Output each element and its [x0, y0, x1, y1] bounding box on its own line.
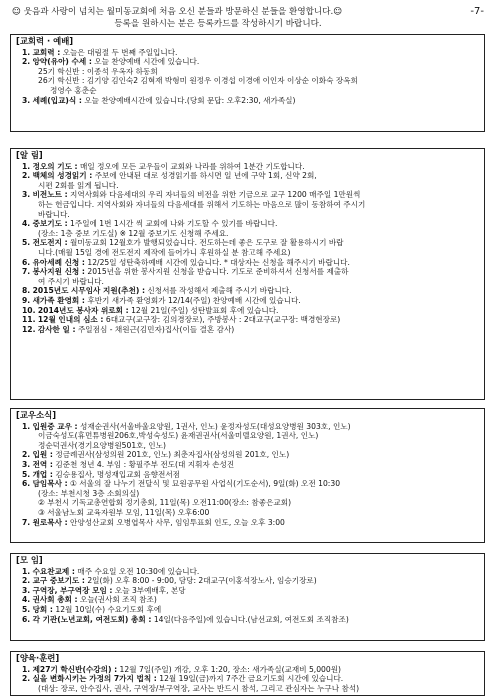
list-item: 1. 교회력 : 오늘은 대림절 두 번째 주일입니다. — [22, 47, 178, 57]
list-item — [22, 296, 479, 306]
list-item — [22, 605, 479, 615]
worship-section — [10, 34, 485, 132]
list-item — [38, 684, 479, 694]
list-item — [22, 422, 479, 432]
item-text: 2015년을 위한 봉사지원 신청을 받습니다. 기도로 준비하셔서 신청서를 제출하 — [87, 267, 349, 277]
item-number: 5. — [22, 238, 31, 248]
header — [12, 6, 484, 30]
item-text: ① 서울의 잘 나누기 전달식 및 묘원공무원 사업식(기도순서), 9일(화) 오전 10:30 — [70, 479, 341, 489]
list-item-continued — [38, 498, 479, 508]
item-label: 수요찬교제 : — [32, 566, 75, 576]
list-item — [22, 267, 479, 277]
item-number: 11. — [22, 315, 36, 325]
item-label: 12월 인내의 심소 : — [37, 315, 104, 325]
list-item-continued — [38, 210, 479, 220]
list-item — [22, 286, 479, 296]
meetings-section — [10, 553, 485, 641]
item-text: 오늘(권사회 조직 참조) — [77, 595, 157, 605]
item-label: 백체의 성경읽기 : — [32, 171, 93, 181]
list-item-continued — [38, 200, 479, 210]
item-text: 후반기 새가족 환영회가 12/14(주일) 찬양예배 시간에 있습니다. — [87, 295, 301, 305]
item-text: 1주일에 1번 1시간 씩 교회에 나와 기도할 수 있기를 바랍니다. — [70, 219, 278, 229]
item-label: 입원 : — [32, 450, 53, 460]
item-number: 2. — [22, 450, 31, 460]
item-number: 5. — [22, 604, 31, 614]
list-item — [22, 219, 479, 229]
item-text: 김준천 청년 4. 부임 : 황필주부 전도(대 지휘자 손성진 — [55, 459, 235, 469]
item-text: 신청서를 작성해서 제출해 주시기 바랍니다. — [147, 286, 292, 296]
item-number: 3. — [22, 585, 31, 595]
list-subitem: 정영수 홍춘순 — [50, 85, 97, 95]
item-label: 유아세례 신청 : — [32, 257, 85, 267]
item-label: 당회 : — [32, 604, 53, 614]
item-label: 전도전지 : — [32, 238, 68, 248]
item-number: 10. — [22, 305, 36, 315]
list-item — [22, 325, 479, 335]
list-item-continued — [38, 248, 479, 258]
list-item-continued — [38, 489, 479, 499]
item-number: 2. — [22, 171, 31, 181]
item-number: 1. — [22, 421, 31, 431]
list-item-continued — [38, 508, 479, 518]
list-item — [22, 615, 479, 625]
item-number: 6. — [22, 257, 31, 267]
item-text: 12/25일 성탄축하예배 시간에 있습니다. * 대상자는 신청을 해주시기 바랍니다. — [87, 257, 350, 267]
section-title: [양육·훈련] — [16, 653, 60, 663]
item-text: 주보에 안내된 대로 성경읽기를 하시면 일 년에 구약 1회, 신약 2회, — [94, 171, 317, 181]
item-text: (장소: 부천시청 3층 소회의실) — [38, 488, 140, 498]
item-text: 2일(화) 오후 8:00 - 9:00, 담당: 2대교구(이홍석장노사, 임승기장로) — [84, 576, 317, 586]
item-text: 이금숙성도(휴먼튜병원206호,박성숙성도) 윤재권권사(서울미델요양원, 1권사, 인노) — [38, 431, 319, 441]
registration-line: 등록을 원하시는 분은 등록카드를 작성하시기 바랍니다. — [114, 19, 322, 29]
list-item — [22, 674, 479, 684]
item-text: 오늘 3부예배후, 본당 — [112, 585, 186, 595]
item-text: 여 주시기 바랍니다. — [38, 276, 104, 286]
item-label: 정오의 기도 : — [32, 161, 78, 171]
page-number: -7- — [470, 6, 484, 17]
item-label: 구역장, 부구역장 모임 : — [32, 585, 113, 595]
item-label: 감사한 일 : — [37, 324, 76, 334]
item-label: 2015년도 시무임사 지원(추천) : — [32, 286, 145, 296]
item-text: 지역사회와 다음세대의 우리 자녀들의 비전을 위한 기금으로 교구 1200 매주일 1만원씩 — [70, 190, 361, 200]
list-item — [22, 460, 479, 470]
item-number: 7. — [22, 517, 31, 527]
item-text: 12월 19일(금)까지 7주간 금요기도회 시간에 있습니다. — [156, 674, 344, 684]
list-item-continued — [38, 277, 479, 287]
item-text: 14일(다음주일)에 있습니다.(남선교회, 여전도회 조직참조) — [151, 614, 349, 624]
list-item — [22, 238, 479, 248]
item-number: 7. — [22, 267, 31, 277]
item-label: 제27기 학신반(수강의) : — [32, 664, 118, 674]
item-text: (대상: 장로, 안수집사, 권사, 구역장/부구역장, 교사는 반드시 참석, 그리고 관심자는 누구나 참석) — [38, 683, 360, 693]
item-number: 8. — [22, 286, 31, 296]
item-text: 매일 정오에 모든 교우들이 교회와 나라를 위하여 1분간 기도합니다. — [80, 161, 305, 171]
list-item — [22, 306, 479, 316]
training-section — [10, 651, 485, 696]
item-number: 4. — [22, 219, 31, 229]
item-label: 비전노트 : — [32, 190, 68, 200]
item-text: 정금례권사(삼성의원 201호, 인노) 최춘자집사(삼성의원 201호, 인노) — [55, 450, 290, 460]
item-text: 12월 7일(주일) 개강, 오후 1:20, 장소: 새가족실(교재비 5,000원) — [117, 664, 341, 674]
list-item-continued — [38, 431, 479, 441]
item-number: 2. — [22, 674, 31, 684]
item-label: 중보기도 : — [32, 219, 68, 229]
list-item — [22, 171, 479, 181]
list-subitem: 25기 학신반 : 이종석 우옥자 하동희 — [38, 66, 158, 76]
item-number: 5. — [22, 469, 31, 479]
list-item — [22, 518, 479, 528]
list-item: 3. 세례(입교)식 : 오늘 찬양예배시간에 있습니다.(당회 문답: 오후2:30, 새가족실) — [22, 95, 296, 105]
welcome-line: ☺ 웃음과 사랑이 넘치는 월미동교회에 처음 오신 분들과 방문하신 분들을 환영합니다.☺ — [12, 7, 343, 17]
section-title: [교우소식] — [16, 410, 57, 420]
list-subitem: 26기 학신반 : 김기양 김인숙2 김혁재 박형미 원정우 이경섭 이경애 이인자 이상순 이화숙 장옥희 — [38, 76, 358, 86]
list-item-continued — [38, 441, 479, 451]
section-title: [모 임] — [16, 555, 43, 565]
list-item — [22, 190, 479, 200]
list-item — [22, 450, 479, 460]
item-number: 4. — [22, 595, 31, 605]
item-label: 전역 : — [32, 459, 53, 469]
list-item — [22, 315, 479, 325]
item-number: 3. — [22, 459, 31, 469]
item-text: 성재순권사(서울바울요양원, 1권사, 인노) 윤정자성도(대성요양병원 303호, 인노) — [80, 421, 351, 431]
list-item-continued — [38, 229, 479, 239]
section-title: [알 림] — [16, 150, 43, 160]
item-text: (장소: 1층 중보 기도실) ※ 12월 중보기도 신청해 주세요. — [38, 228, 229, 238]
section-title: [교회력 · 예배] — [16, 36, 74, 46]
item-number: 1. — [22, 566, 31, 576]
item-number: 9. — [22, 295, 31, 305]
item-label: 권사회 총회 : — [32, 595, 78, 605]
item-label: 각 기관(노년교회, 여전도회) 총회 : — [32, 614, 152, 624]
item-text: 바랍니다. — [38, 209, 70, 219]
item-number: 6. — [22, 614, 31, 624]
item-label: 실을 변화시키는 가정의 7가지 법칙 : — [32, 674, 157, 684]
item-label: 교구 중보기도 : — [32, 576, 85, 586]
item-label: 2014년도 봉사자 위로회 : — [37, 305, 129, 315]
item-label: 담임목사 : — [32, 479, 68, 489]
item-text: 김승용집사, 명성재입교회 음향전서점 — [55, 469, 180, 479]
item-number: 2. — [22, 576, 31, 586]
item-label: 봉사지원 신청 : — [32, 267, 85, 277]
item-label: 원로목사 : — [32, 517, 68, 527]
item-number: 1. — [22, 161, 31, 171]
item-number: 6. — [22, 479, 31, 489]
item-text: 6대교구(교구장: 김의경장로), 주방봉사 : 2대교구(교구장: 백경현장로) — [105, 315, 341, 325]
item-text: 정순덕권사(경기요양병원501호, 인노) — [38, 440, 166, 450]
list-item — [22, 470, 479, 480]
list-item — [22, 586, 479, 596]
item-text: 하는 헌금입니다. 지역사회와 자녀들의 다음세대를 위해서 기도하는 마음으로 많이 동참하여 주시기 — [38, 199, 366, 209]
list-item — [22, 595, 479, 605]
item-text: 12월 21일(주일) 성탄발표회 후에 있습니다. — [131, 305, 279, 315]
item-text: ③ 서울남노회 교육자원부 모임, 11일(목) 오후6:00 — [38, 507, 210, 517]
item-text: 12월 10일(수) 수요기도회 후에 — [52, 604, 162, 614]
members-news-section — [10, 408, 485, 543]
list-item: 2. 앙약(유아) 수세 : 오늘 찬양예배 시간에 있습니다. — [22, 57, 200, 67]
item-text: 월미동교회 12월호가 발행되었습니다. 전도하는데 좋은 도구로 잘 활용하시기 바랍 — [70, 238, 344, 248]
list-item — [22, 665, 479, 675]
item-number: 12. — [22, 324, 36, 334]
item-text: 주일점심 - 채원근(김민자)집사(이들 결혼 감사) — [77, 324, 235, 334]
item-text: ② 부천시 기독교총연합회 정기총회, 11일(목) 오전11:00(장소: 참좋은교회) — [38, 498, 292, 508]
item-text: 니다.(매월 15일 경에 전도전지 제작에 들어가니 후원하실 분 참고해 주세요) — [38, 247, 291, 257]
list-item — [22, 567, 479, 577]
list-item — [22, 576, 479, 586]
item-label: 입원중 교우 : — [32, 421, 78, 431]
item-number: 3. — [22, 190, 31, 200]
list-item — [22, 162, 479, 172]
item-text: 매주 수요일 오전 10:30에 있습니다. — [74, 566, 200, 576]
list-item-continued — [38, 181, 479, 191]
item-label: 새가족 환영회 : — [32, 295, 85, 305]
item-text: 시편 2회를 읽게 됩니다. — [38, 180, 119, 190]
list-item — [22, 479, 479, 489]
item-label: 개업 : — [32, 469, 53, 479]
notices-section — [10, 148, 485, 400]
item-number: 1. — [22, 664, 31, 674]
item-text: 안양성산교회 오병엽목사 사무, 임임투표회 인도, 오늘 오후 3:00 — [70, 517, 285, 527]
list-item — [22, 258, 479, 268]
